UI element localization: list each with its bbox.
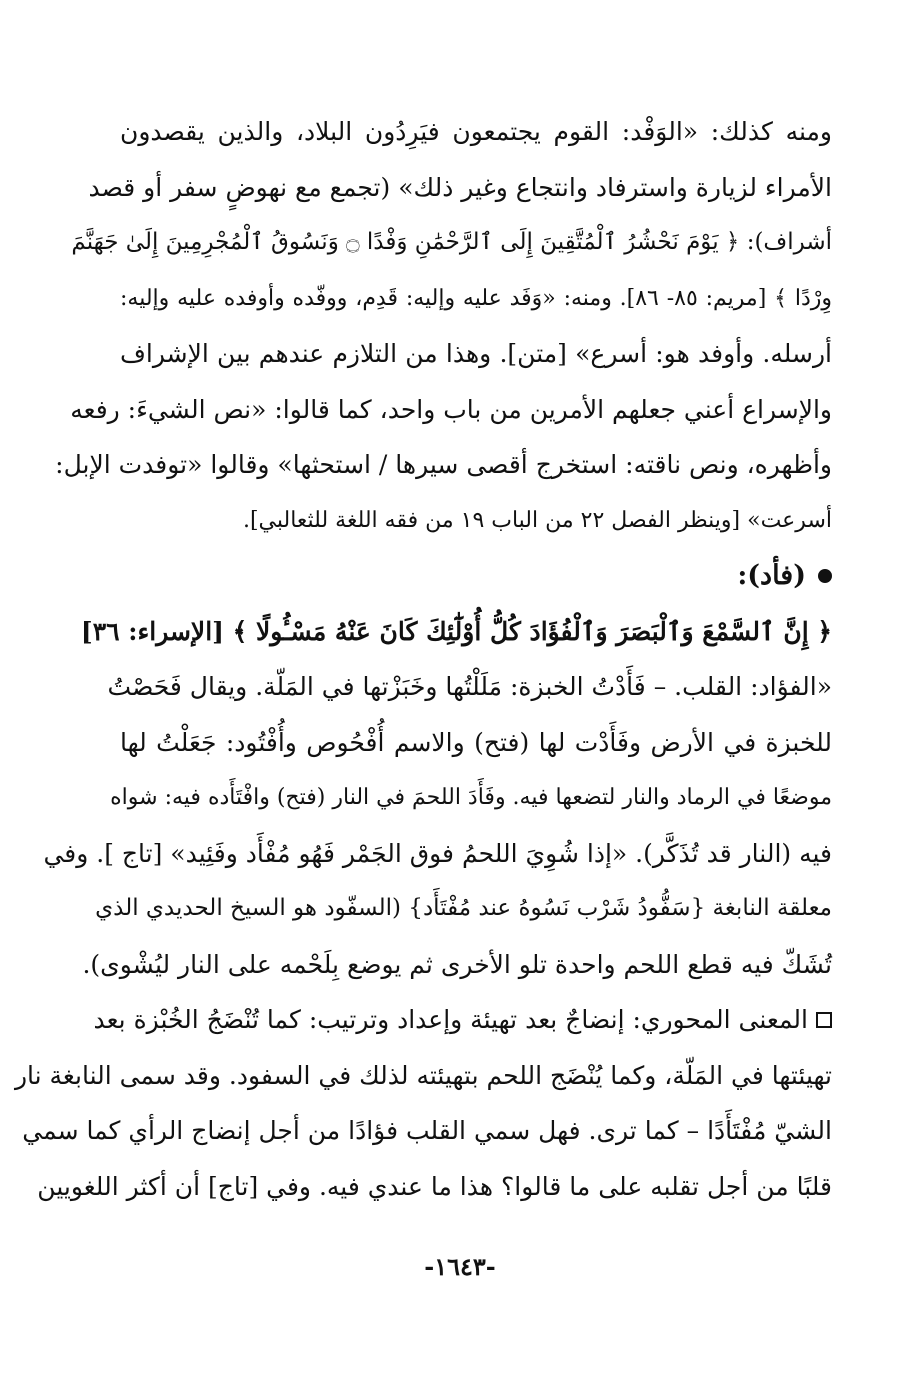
text-line: أسرعت» [وينظر الفصل ٢٢ من الباب ١٩ من فقه اللغة للثعالبي].	[242, 507, 832, 533]
text-line: «الفؤاد: القلب. – فَأَدْتُ الخبزة: مَلَلْتُها وخَبَزْتها في المَلّة. ويقال فَحَصْتُ	[107, 672, 832, 701]
bullet-icon	[818, 569, 832, 583]
text-line: تُشَكّ فيه قطع اللحم واحدة تلو الأخرى ثم يوضع بِلَحْمه على النار ليُشْوى).	[82, 949, 832, 979]
text-line: فيه (النار قد تُذَكَّر). «إذا شُوِيَ اللحمُ فوق الجَمْر فَهُو مُفْأَد وفَئِيد» [تاج ]. وفي	[43, 838, 832, 868]
entry-heading	[120, 548, 832, 604]
text-line: والإسراع أعني جعلهم الأمرين من باب واحد، كما قالوا: «نص الشيءَ: رفعه	[70, 394, 832, 424]
text-line-with-quran-verse: أشراف): ﴿ يَوْمَ نَحْشُرُ ٱلْمُتَّقِينَ إِلَى ٱلرَّحْمَٰنِ وَفْدًا ۝ وَنَسُوقُ ٱلْمُجْرِمِينَ إِلَىٰ جَهَنَّمَ	[71, 229, 832, 255]
page-number: -١٦٤٣-	[424, 1252, 496, 1281]
text-line: الشيّ مُفْتَأَدًا – كما ترى. فهل سمي القلب فؤادًا من أجل إنضاج الرأي كما سمي	[22, 1116, 832, 1145]
text-line: ومنه كذلك: «الوَفْد: القوم يجتمعون فيَرِدُون البلاد، والذين يقصدون	[120, 117, 832, 146]
text-line: وأظهره، ونص ناقته: استخرج أقصى سيرها / استحثها» وقالوا «توفدت الإبل:	[55, 450, 832, 479]
square-marker-icon	[816, 1012, 832, 1028]
core-meaning-text: المعنى المحوري: إنضاجٌ بعد تهيئة وإعداد وترتيب: كما تُنْضَجُ الخُبْزة بعد	[93, 1005, 808, 1034]
text-line: موضعًا في الرماد والنار لتضعها فيه. وفَأَدَ اللحمَ في النار (فتح) وافْتَأَده فيه: شواه	[110, 785, 832, 810]
entry-heading-text: (فأد):	[737, 560, 806, 591]
text-line: أرسله. وأوفد هو: أسرع» [متن]. وهذا من التلازم عندهم بين الإشراف	[120, 339, 832, 368]
text-line: وِرْدًا ﴾ [مريم: ٨٥- ٨٦]. ومنه: «وَفَد عليه وإليه: قَدِم، ووفّده وأوفده عليه وإليه:	[120, 285, 832, 311]
text-line: تهيئتها في المَلّة، وكما يُنْضَج اللحم بتهيئته لذلك في السفود. وقد سمى النابغة نار	[14, 1060, 832, 1090]
quran-verse: ﴿ إِنَّ ٱلسَّمْعَ وَٱلْبَصَرَ وَٱلْفُؤَادَ كُلُّ أُوْلَٰٓئِكَ كَانَ عَنْهُ مَسْـُٔولًا ﴾ [الإسراء: ٣٦]	[80, 616, 832, 646]
text-line: معلقة النابغة {سَفُّودُ شَرْب نَسُوهُ عند مُفْتَأَد} (السفّود هو السيخ الحديدي الذي	[95, 895, 832, 921]
core-meaning-line	[93, 992, 832, 1048]
text-line: للخبزة في الأرض وفَأَدْت لها (فتح) والاسم أُفْحُوص وأُفْتُود: جَعَلْتُ لها	[120, 727, 832, 757]
text-line: الأمراء لزيارة واسترفاد وانتجاع وغير ذلك» (تجمع مع نهوضٍ سفر أو قصد	[88, 172, 832, 202]
page-body	[14, 104, 832, 1214]
text-line: قلبًا من أجل تقلبه على ما قالوا؟ هذا ما عندي فيه. وفي [تاج] أن أكثر اللغويين	[37, 1171, 832, 1201]
